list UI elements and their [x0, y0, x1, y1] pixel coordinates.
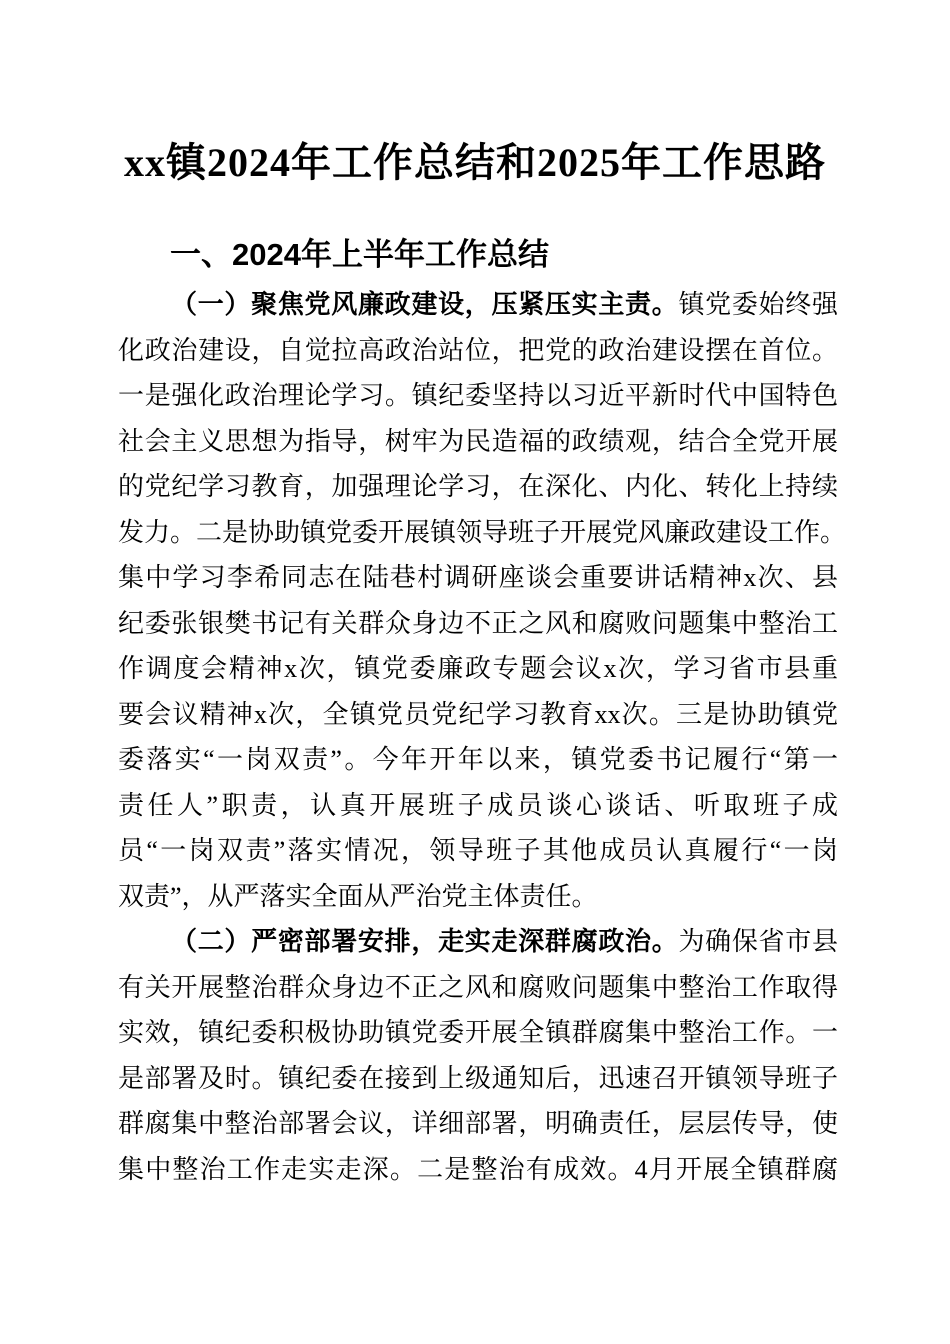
- emphasis-text: （一）聚焦党风廉政建设，压紧压实主责。: [171, 290, 679, 319]
- body-text: 集中学习李希同志在陆巷村调研座谈会重要讲话精神x次、县: [118, 563, 838, 592]
- text-line: [118, 419, 838, 465]
- text-line: [118, 828, 838, 874]
- body-text: 委落实“一岗双责”。今年开年以来，镇党委书记履行“第一: [118, 745, 838, 774]
- body-text: 作调度会精神x次，镇党委廉政专题会议x次，学习省市县重: [118, 654, 838, 683]
- section-heading: 一、2024年上半年工作总结: [170, 237, 549, 272]
- body-text: 员“一岗双责”落实情况，领导班子其他成员认真履行“一岗: [118, 836, 838, 865]
- text-line: [118, 1010, 838, 1056]
- text-line: [118, 464, 838, 510]
- body-text: 群腐集中整治部署会议，详细部署，明确责任，层层传导，使: [118, 1109, 838, 1138]
- paragraph: [118, 919, 838, 1192]
- text-line: [118, 737, 838, 783]
- body-text: 是部署及时。镇纪委在接到上级通知后，迅速召开镇领导班子: [118, 1063, 838, 1093]
- body-text: 的党纪学习教育，加强理论学习，在深化、内化、转化上持续: [118, 472, 838, 501]
- body-text: 为确保省市县: [678, 927, 838, 956]
- text-line: [118, 965, 838, 1011]
- body-text: 一是强化政治理论学习。镇纪委坚持以习近平新时代中国特色: [118, 381, 838, 410]
- text-line: [118, 1056, 838, 1102]
- emphasis-text: （二）严密部署安排，走实走深群腐政治。: [171, 927, 679, 956]
- text-line: [118, 919, 838, 965]
- text-line: [118, 783, 838, 829]
- text-line: [118, 1147, 838, 1193]
- body-text: 实效，镇纪委积极协助镇党委开展全镇群腐集中整治工作。一: [118, 1018, 838, 1047]
- document-body: [118, 282, 847, 1192]
- text-line: [118, 692, 838, 738]
- body-text: 双责”，从严落实全面从严治党主体责任。: [118, 881, 598, 911]
- text-line: [118, 555, 838, 601]
- text-line: [118, 373, 838, 419]
- text-line: [118, 328, 838, 374]
- text-line: [118, 1101, 838, 1147]
- body-text: 社会主义思想为指导，树牢为民造福的政绩观，结合全党开展: [118, 426, 838, 456]
- body-text: 有关开展整治群众身边不正之风和腐败问题集中整治工作取得: [118, 972, 838, 1002]
- body-text: 责任人”职责，认真开展班子成员谈心谈话、听取班子成: [118, 790, 838, 820]
- body-text: 要会议精神x次，全镇党员党纪学习教育xx次。三是协助镇党: [118, 699, 838, 729]
- text-line: [118, 282, 838, 328]
- body-text: 集中整治工作走实走深。二是整治有成效。4月开展全镇群腐: [118, 1154, 838, 1184]
- body-text: 纪委张银樊书记有关群众身边不正之风和腐败问题集中整治工: [118, 608, 838, 638]
- paragraph: [118, 282, 847, 919]
- body-text: 化政治建设，自觉拉高政治站位，把党的政治建设摆在首位。: [118, 335, 838, 365]
- document-title: xx镇2024年工作总结和2025年工作思路: [124, 140, 826, 185]
- text-line: [118, 874, 838, 920]
- body-text: 镇党委始终强: [678, 290, 838, 319]
- text-line: [118, 646, 838, 692]
- text-line: [118, 601, 838, 647]
- text-line: [118, 510, 847, 556]
- body-text: 发力。二是协助镇党委开展镇领导班子开展党风廉政建设工作。: [118, 517, 847, 547]
